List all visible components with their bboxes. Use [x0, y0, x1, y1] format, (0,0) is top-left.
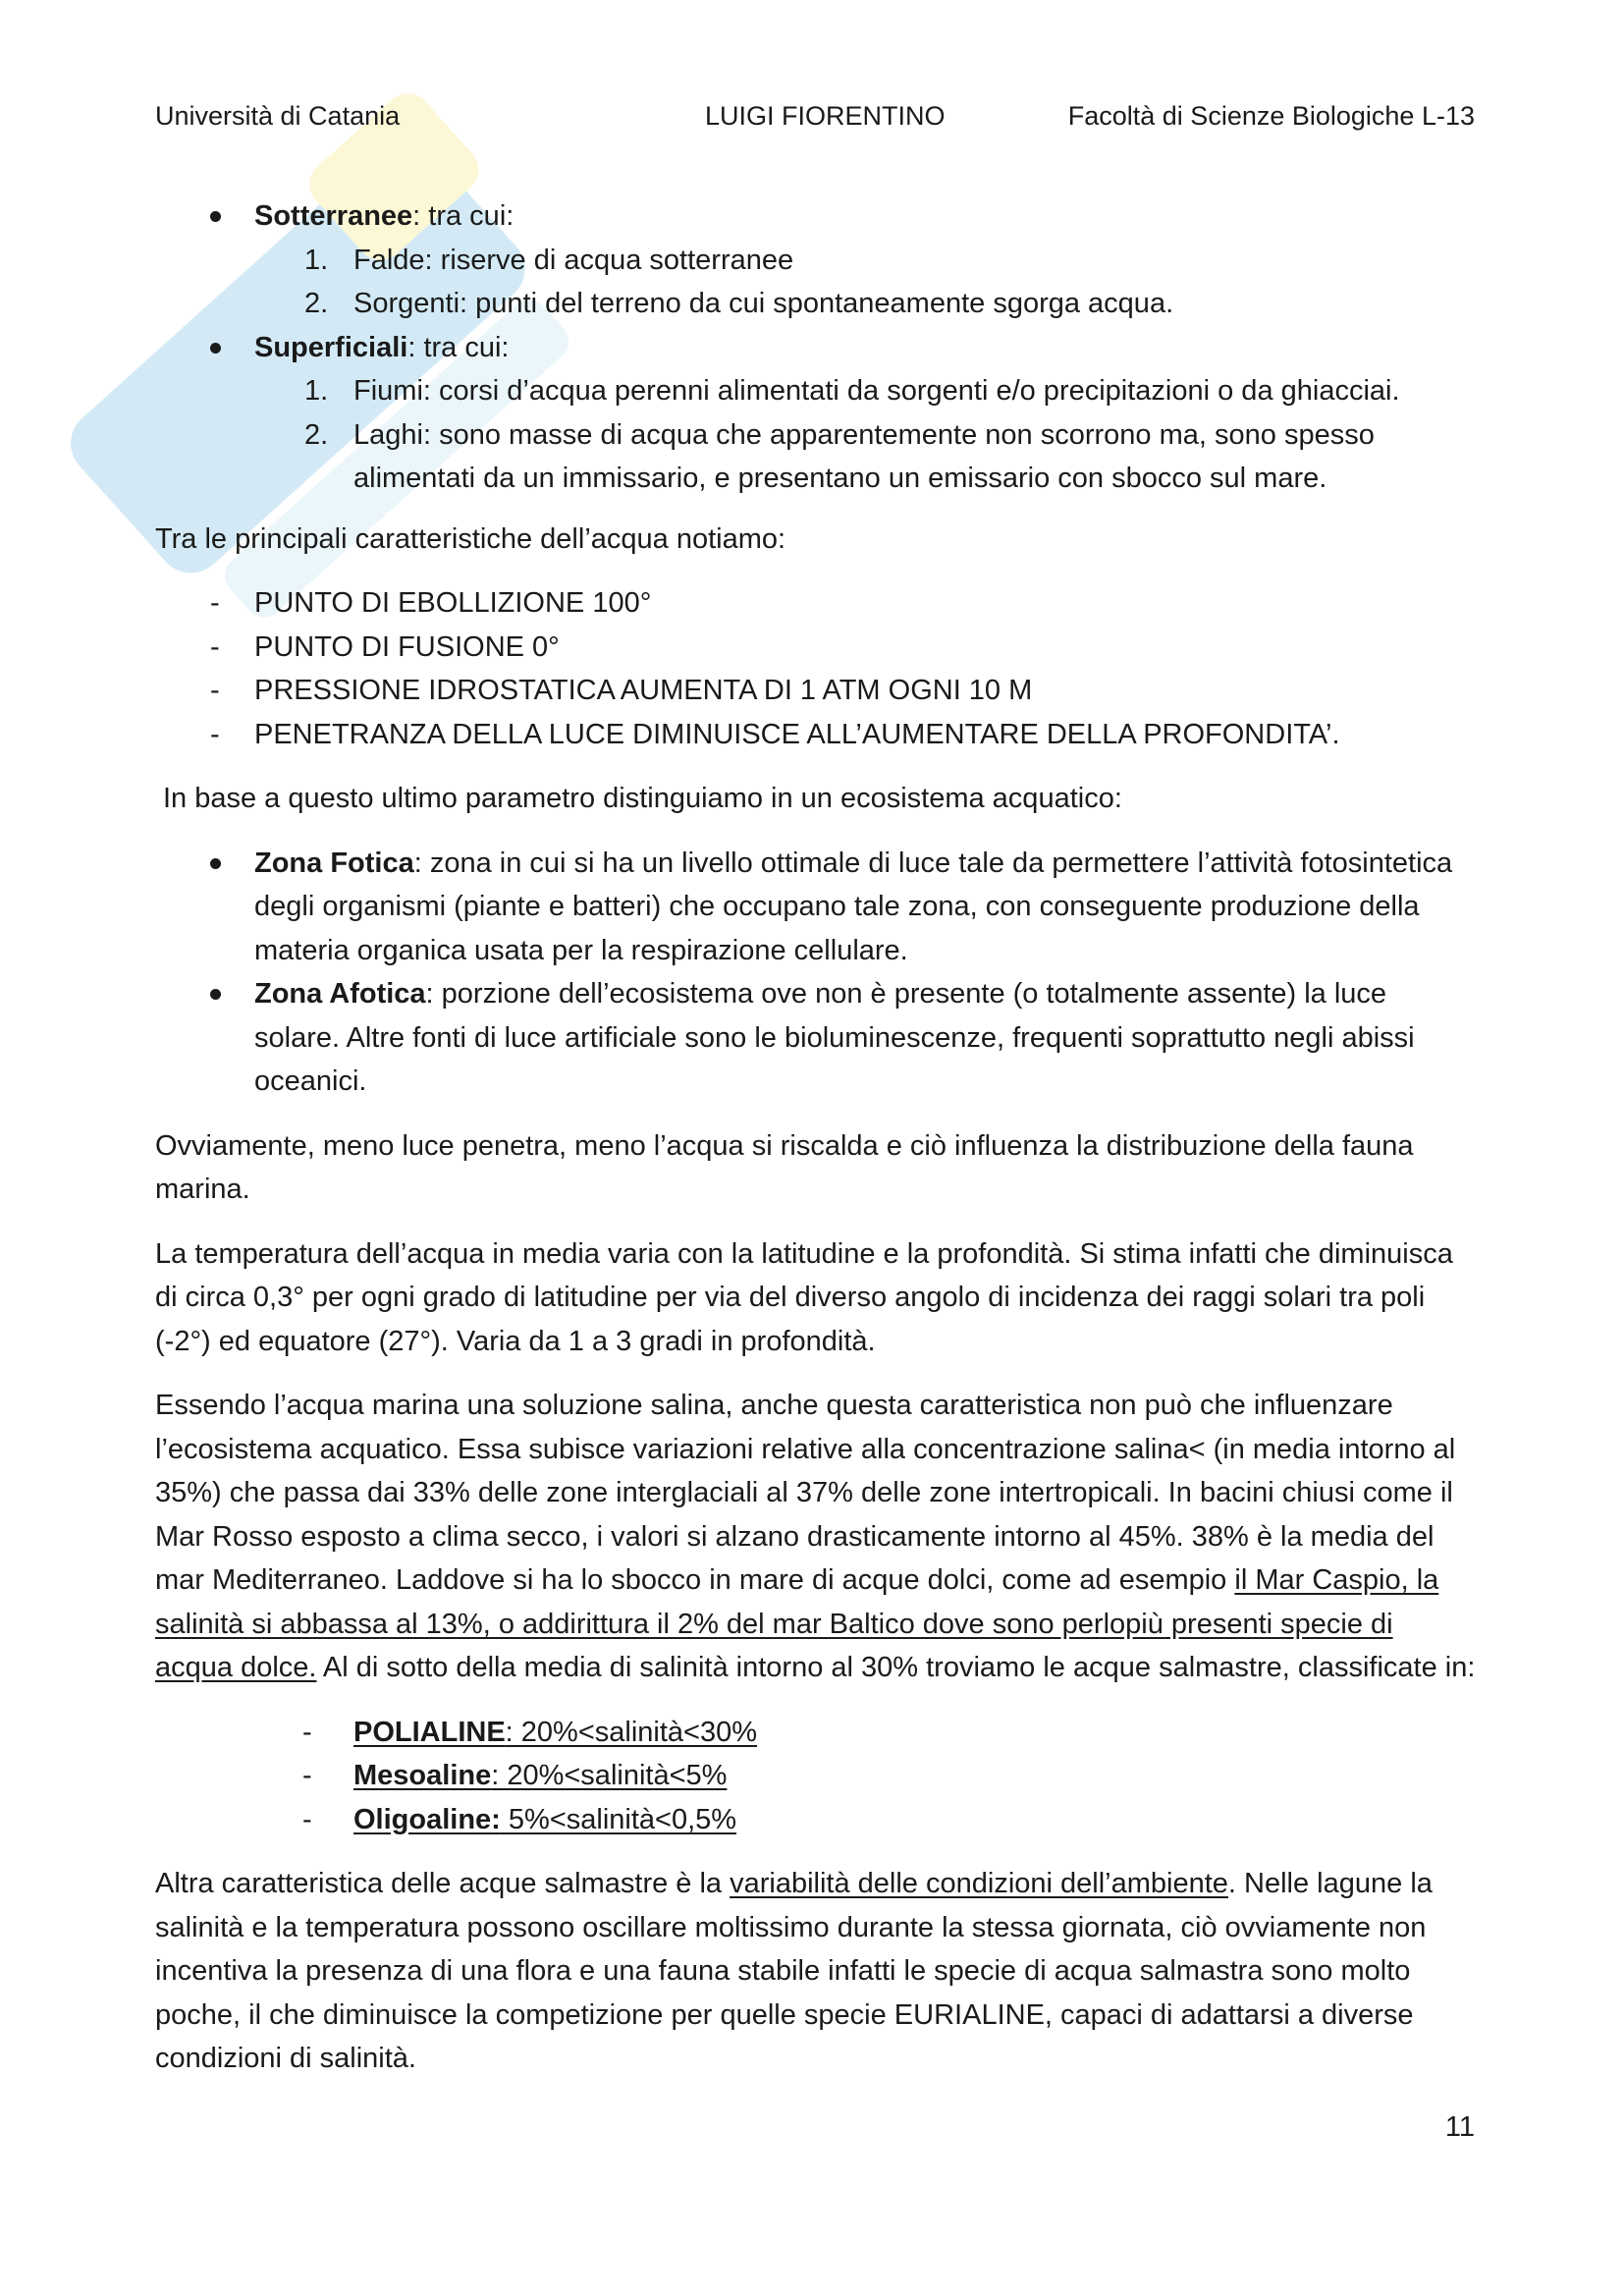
term-bold: Oligoaline: — [353, 1803, 501, 1835]
list-item: 1. Fiumi: corsi d’acqua perenni alimentati da sorgenti e/o precipitazioni o da ghiacciai. — [304, 375, 1400, 407]
list-item: Sotterranee: tra cui: 1. Falde: riserve di acqua sotterranee 2. Sorgenti: punti del terreno da cui spontaneamente sgorga acqua. — [155, 194, 1476, 326]
list-item: Superficiali: tra cui: 1. Fiumi: corsi d’acqua perenni alimentati da sorgenti e/o precipitazioni o da ghiacciai. 2. Laghi: sono masse di acqua che apparentemente non scorrono ma, sono spesso alimentati da un immissario, e presentano un emissario con sbocco sul mare. — [155, 326, 1476, 501]
header-faculty: Facoltà di Scienze Biologiche L-13 — [1067, 101, 1475, 131]
paragraph-temperature: La temperatura dell’acqua in media varia con la latitudine e la profondità. Si stima infatti che diminuisca di circa 0,3° per ogni grado di latitudine per via del diverso angolo di incidenza dei raggi solari tra poli (-2°) ed equatore (27°). Varia da 1 a 3 gradi in profondità. — [155, 1237, 1453, 1357]
page-header — [155, 98, 1475, 137]
zones-list — [155, 842, 1476, 1104]
paragraph-variability: Altra caratteristica delle acque salmastre è la variabilità delle condizioni dell’ambiente. Nelle lagune la salinità e la temperatura possono oscillare moltissimo durante la stessa giornata, ciò ovviamente non incentiva la presenza di una flora e una fauna stabile infatti le specie di acqua salmastra sono molto poche, il che diminuisce la competizione per quelle specie EURIALINE, capaci di adattarsi a diverse condizioni di salinità. — [155, 1868, 1433, 2074]
water-features-list — [155, 581, 1476, 756]
term-bold: Zona Afotica — [254, 978, 426, 1010]
header-university: Università di Catania — [155, 101, 401, 131]
list-item: 2. Sorgenti: punti del terreno da cui spontaneamente sgorga acqua. — [304, 288, 1174, 319]
term-bold: Mesoaline — [353, 1760, 492, 1791]
list-item: - PUNTO DI FUSIONE 0° — [155, 626, 1476, 670]
list-item: - PUNTO DI EBOLLIZIONE 100° — [155, 581, 1476, 626]
header-author: LUIGI FIORENTINO — [705, 101, 946, 131]
underlined-text: variabilità delle condizioni dell’ambiente — [730, 1868, 1228, 1899]
underlined-text: il Mar Caspio, la salinità si abbassa al 13%, o addirittura il 2% del mar Baltico dove sono perlopiù presenti specie di acqua dolce. — [155, 1564, 1439, 1683]
list-item: - PRESSIONE IDROSTATICA AUMENTA DI 1 ATM OGNI 10 M — [155, 669, 1476, 713]
numbered-list — [155, 239, 1476, 326]
list-item: - Oligoaline: 5%<salinità<0,5% — [155, 1798, 1476, 1842]
zones-intro: In base a questo ultimo parametro distinguiamo in un ecosistema acquatico: — [163, 783, 1122, 814]
document-body — [155, 194, 1476, 2102]
paragraph-light: Ovviamente, meno luce penetra, meno l’acqua si riscalda e ciò influenza la distribuzione della fauna marina. — [155, 1129, 1414, 1205]
list-item: Zona Fotica: zona in cui si ha un livello ottimale di luce tale da permettere l’attività fotosintetica degli organismi (piante e batteri) che occupano tale zona, con conseguente produzione della materia organica usata per la respirazione cellulare. — [155, 842, 1476, 973]
water-types-list — [155, 194, 1476, 501]
features-intro: Tra le principali caratteristiche dell’acqua notiamo: — [155, 522, 786, 555]
list-item: - Mesoaline: 20%<salinità<5% — [155, 1754, 1476, 1798]
list-item: - POLIALINE: 20%<salinità<30% — [155, 1711, 1476, 1755]
brackish-classes-list — [155, 1711, 1476, 1842]
list-item: 1. Falde: riserve di acqua sotterranee — [304, 244, 794, 276]
term-bold: POLIALINE — [353, 1716, 506, 1748]
term-bold: Sotterranee — [254, 200, 413, 232]
term-bold: Zona Fotica — [254, 847, 414, 879]
list-item: 2. Laghi: sono masse di acqua che apparentemente non scorrono ma, sono spesso alimentati da un immissario, e presentano un emissario con sbocco sul mare. — [304, 418, 1375, 494]
page-number: 11 — [1444, 2111, 1475, 2143]
paragraph-salinity: Essendo l’acqua marina una soluzione salina, anche questa caratteristica non può che influenzare l’ecosistema acquatico. Essa subisce variazioni relative alla concentrazione salina< (in media intorno al 35%) che passa dai 33% delle zone interglaciali al 37% delle zone intertropicali. In bacini chiusi come il Mar Rosso esposto a clima secco, i valori si alzano drasticamente intorno al 45%. 38% è la media del mar Mediterraneo. Laddove si ha lo sbocco in mare di acque dolci, come ad esempio il Mar Caspio, la salinità si abbassa al 13%, o addirittura il 2% del mar Baltico dove sono perlopiù presenti specie di acqua dolce. Al di sotto della media di salinità intorno al 30% troviamo le acque salmastre, classificate in: — [155, 1390, 1476, 1683]
list-item: Zona Afotica: porzione dell’ecosistema ove non è presente (o totalmente assente) la luce solare. Altre fonti di luce artificiale sono le bioluminescenze, frequenti soprattutto negli abissi oceanici. — [155, 972, 1476, 1104]
numbered-list — [155, 369, 1476, 501]
term-bold: Superficiali — [254, 331, 408, 363]
list-item: - PENETRANZA DELLA LUCE DIMINUISCE ALL’AUMENTARE DELLA PROFONDITA’. — [155, 713, 1476, 757]
